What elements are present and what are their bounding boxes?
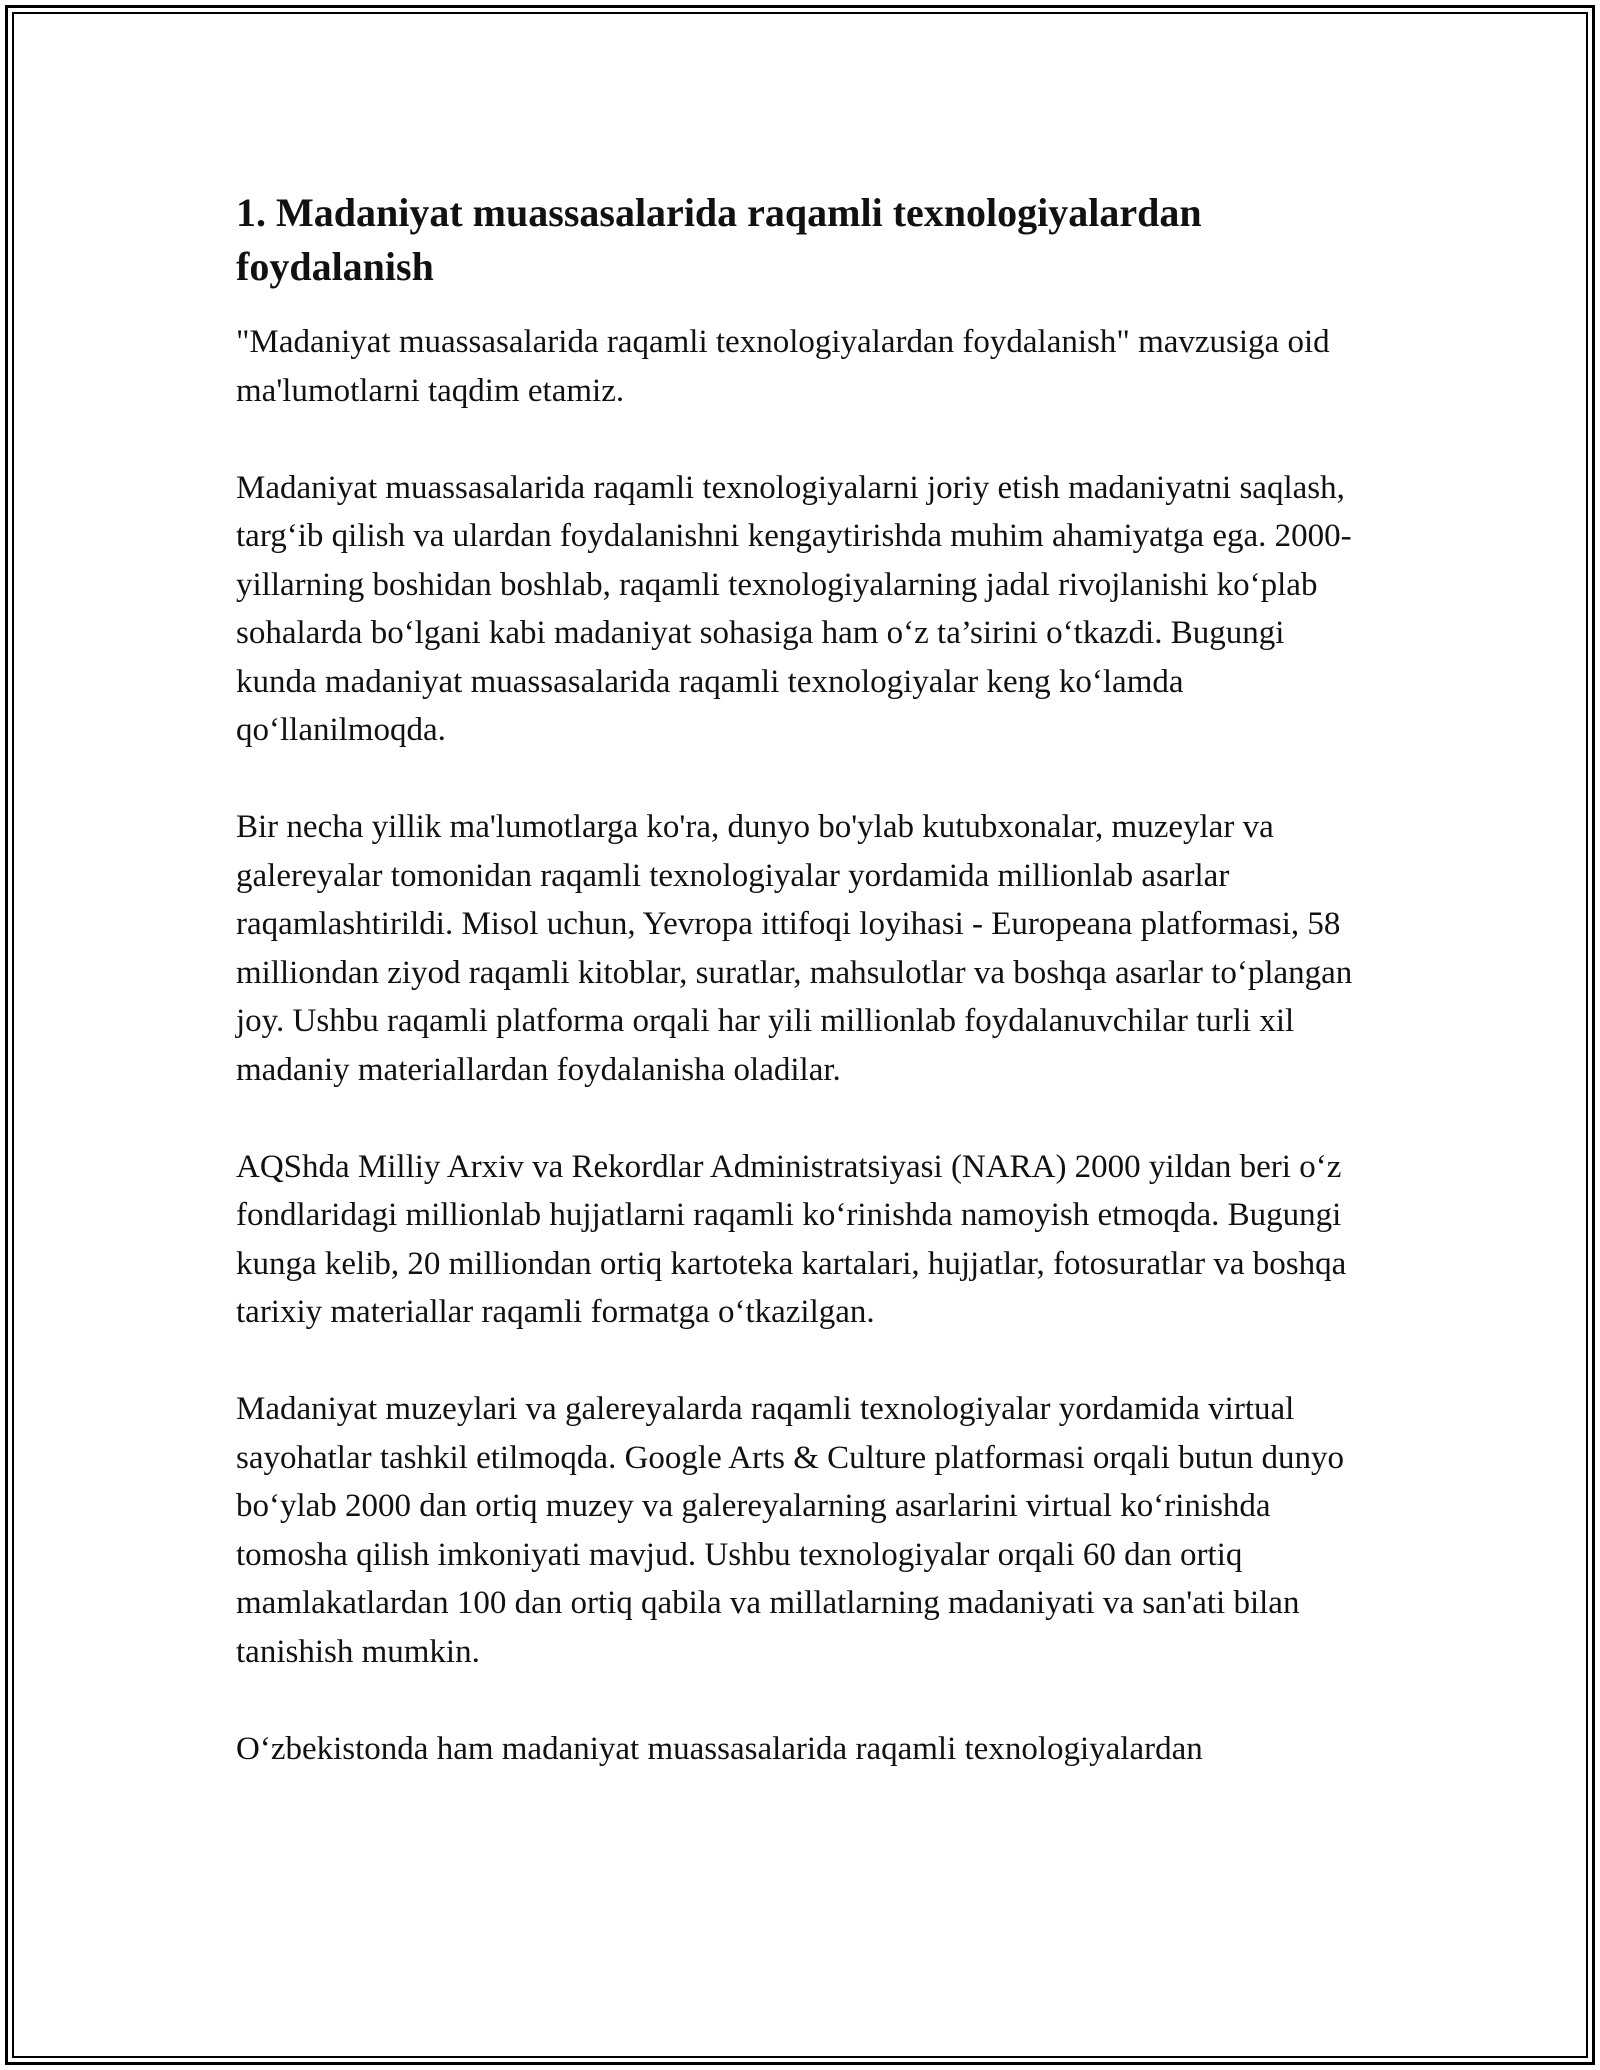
paragraph-europeana: Bir necha yillik ma'lumotlarga ko'ra, dunyo bo'ylab kutubxonalar, muzeylar va galereyalar tomonidan raqamli texnologiyalar yordamida millionlab asarlar raqamlashtirildi. Misol uchun, Yevropa ittifoqi loyihasi - Europeana platformasi, 58 milliondan ziyod raqamli kitoblar, suratlar, mahsulotlar va boshqa asarlar to‘plangan joy. Ushbu raqamli platforma orqali har yili millionlab foydalanuvchilar turli xil madaniy materiallardan foydalanisha oladilar. bbox=[236, 809, 1353, 1088]
paragraph-intro: "Madaniyat muassasalarida raqamli texnologiyalardan foydalanish" mavzusiga oid ma'lumotlarni taqdim etamiz. bbox=[236, 324, 1330, 409]
paragraph-nara: AQShda Milliy Arxiv va Rekordlar Administratsiyasi (NARA) 2000 yildan beri o‘z fondlaridagi millionlab hujjatlarni raqamli ko‘rinishda namoyish etmoqda. Bugungi kunga kelib, 20 milliondan ortiq kartoteka kartalari, hujjatlar, fotosuratlar va boshqa tarixiy materiallar raqamli formatga o‘tkazilgan. bbox=[236, 1148, 1347, 1330]
paragraph-virtual-tours: Madaniyat muzeylari va galereyalarda raqamli texnologiyalar yordamida virtual sayohatlar tashkil etilmoqda. Google Arts & Culture platformasi orqali butun dunyo bo‘ylab 2000 dan ortiq muzey va galereyalarning asarlarini virtual ko‘rinishda tomosha qilish imkoniyati mavjud. Ushbu texnologiyalar orqali 60 dan ortiq mamlakatlardan 100 dan ortiq qabila va millatlarning madaniyati va san'ati bilan tanishish mumkin. bbox=[236, 1391, 1345, 1670]
section-heading: 1. Madaniyat muassasalarida raqamli texnologiyalardan foydalanish bbox=[236, 190, 1202, 289]
document-body bbox=[236, 186, 1366, 1822]
paragraph-uzbekistan: O‘zbekistonda ham madaniyat muassasalarida raqamli texnologiyalardan bbox=[236, 1730, 1203, 1767]
paragraph-importance: Madaniyat muassasalarida raqamli texnologiyalarni joriy etish madaniyatni saqlash, targ‘ib qilish va ulardan foydalanishni kengaytirishda muhim ahamiyatga ega. 2000-yillarning boshidan boshlab, raqamli texnologiyalarning jadal rivojlanishi ko‘plab sohalarda bo‘lgani kabi madaniyat sohasiga ham o‘z ta’sirini o‘tkazdi. Bugungi kunda madaniyat muassasalarida raqamli texnologiyalar keng ko‘lamda qo‘llanilmoqda. bbox=[236, 469, 1352, 748]
